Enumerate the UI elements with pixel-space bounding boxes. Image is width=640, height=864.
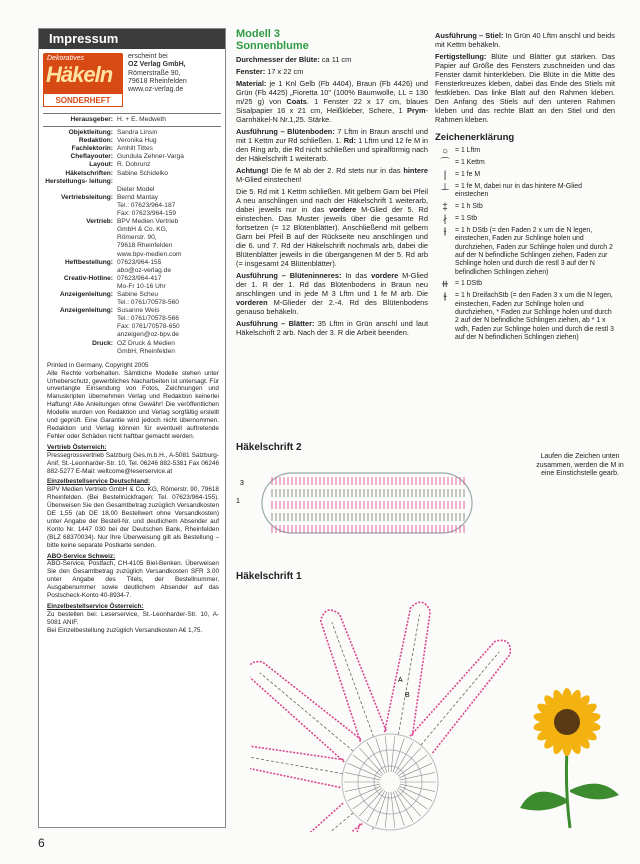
instruction-text: M-Glieder der 2.-4. Rd des Blütenbodens genauso behäkeln. — [236, 298, 428, 316]
instruction-heading: Coats — [286, 97, 307, 106]
page-number: 6 — [38, 836, 45, 850]
instruction-text: 17 x 22 cm — [265, 67, 304, 76]
instruction-heading: Durchmesser der Blüte: — [236, 55, 320, 64]
publisher-line: erscheint bei — [128, 53, 168, 60]
petal-midline — [421, 652, 499, 745]
credits-list — [39, 116, 225, 356]
row-label: 3 — [240, 480, 244, 487]
instruction-text: M-Glied der 5. Rd einstechen. Das Muster jeweils über die gesamte Rd fortsetzen (= 12 Blütenblätter). Anschließend mit gelbem Garn bei Pfeil B auf der Rückseite neu anschlingen und die 6. und 7. Rd der Häkelschrift nochmals arb, dabei die Blütenblätter jeweils in die übergangenen M der 5. Rd arb (= insgesamt 24 Blütenblätter). — [236, 205, 428, 268]
legend-text: = 1 h DStb (= den Faden 2 x um die N legen, einstechen, Faden zur Schlinge holen und durchziehen, Faden zur Schlinge holen und durch 2 auf der N befindliche Schlingen ziehen, Faden zur Schlinge holen und durch die restl 3 auf der N befindlichen Schlingen ziehen) — [455, 226, 613, 276]
credit-label: Herausgeber: — [70, 116, 113, 123]
credit-row — [43, 291, 221, 307]
credit-label: Häkelschriften: — [65, 169, 113, 177]
chart1-title: Häkelschrift 1 — [236, 571, 302, 582]
publisher-line: Römerstraße 90, — [128, 69, 181, 77]
credit-value: 07623/964-155 abo@oz-verlag.de — [117, 258, 171, 274]
order-section — [47, 603, 219, 635]
order-section — [47, 553, 219, 600]
legend-text: = 1 h DreifachStb (= den Faden 3 x um die N legen, einstechen, Faden zur Schlinge holen und durchziehen, * Faden zur Schlinge holen und durch 2 auf der N befindliche Schlingen ziehen, ab * 1 x wdh, Faden zur Schlinge holen und durch die restl 3 auf der N befindlichen Schlingen ziehen) — [455, 292, 614, 342]
legend-text: = 1 Stb — [455, 214, 478, 222]
credit-row — [43, 170, 221, 178]
instruction-text: M-Glied der 1. R der 1. Rd das Blütenbodens in Braun neu anschlingen und in jede M 3 Lftm und 1 fe M arb. Die — [236, 271, 428, 298]
credit-label: Heftbestellung: — [65, 258, 113, 266]
legend-text: = 1 fe M, dabei nur in das hintere M-Glied einstechen — [455, 183, 582, 199]
instruction-heading: Prym — [407, 106, 426, 115]
stitch-symbol-icon: ○ — [441, 146, 449, 157]
petal-chart — [314, 606, 386, 742]
crochet-chart-leaf — [232, 455, 522, 550]
instruction-heading: Ausführung – Blütenboden: — [236, 127, 335, 136]
stem — [566, 750, 570, 828]
credit-label: Anzeigenleitung: — [59, 290, 113, 298]
legend-text: = 1 fe M — [455, 171, 481, 178]
instruction-heading: Fenster: — [236, 67, 266, 76]
credit-value: 07623/964-417 Mo-Fr 10-16 Uhr — [117, 274, 166, 290]
credit-value: R. Dobrunz — [117, 161, 151, 169]
credit-row — [43, 178, 221, 194]
credit-label: Cheflayouter: — [70, 153, 113, 161]
legend-text: = 1 DStb — [455, 280, 483, 288]
instruction-paragraph — [236, 166, 428, 184]
stitch-symbol-icon: ⧺ — [440, 279, 450, 291]
petal-outline — [250, 802, 362, 832]
instruction-text: 1 Lftm und 12 fe M in den Ring arb, die Rd nicht schließen und spiralförmig nach der Häkelschrift 1 weiterarb. — [236, 136, 429, 163]
stitch-symbol-icon: ‡ — [442, 201, 448, 213]
stitch-mark — [353, 788, 382, 809]
legend-text: = 1 h Stb — [455, 202, 483, 210]
stitch-mark — [398, 788, 427, 809]
credit-row — [43, 137, 221, 145]
legend-item — [435, 203, 615, 212]
model-title: Sonnenblume — [236, 40, 309, 52]
divider — [43, 126, 221, 127]
instruction-heading: Ausführung – Blätter: — [236, 319, 315, 328]
legend-item — [435, 147, 615, 156]
pointer-label: A — [398, 677, 403, 684]
credit-label: Creativ-Hotline: — [63, 274, 113, 282]
row-label: 1 — [236, 498, 240, 505]
imprint-box — [38, 28, 226, 828]
credit-row — [43, 161, 221, 169]
legend-item — [435, 171, 615, 180]
publisher-line: www.oz-verlag.de — [128, 86, 184, 94]
instruction-heading: hintere — [403, 166, 428, 175]
credit-value: Amhilt Tittes — [117, 145, 153, 153]
section-heading: ABO-Service Schweiz: — [47, 552, 116, 560]
credit-label: Herstellungs- leitung: — [45, 177, 113, 185]
instruction-text: Die 5. Rd mit 1 Kettm schließen. Mit gelbem Garn bei Pfeil A neu anschlingen und nach der Häkelschrift 1 weiterarb, dabei jeweils nur in das — [236, 187, 428, 214]
instruction-paragraph — [435, 52, 615, 124]
petal-midline — [332, 622, 374, 737]
stitch-mark — [353, 755, 382, 776]
petal-chart — [250, 654, 362, 762]
chart2-stitches — [272, 477, 464, 533]
model-number: Modell 3 — [236, 28, 281, 40]
petal-chart — [314, 822, 386, 832]
logo-row — [39, 49, 225, 111]
section-text: Zu bestellen bei: Leserservice, St.-Leonharder-Str. 10, A-5081 ANIF. Bei Einzelbestellung zuzüglich Versandkosten A€ 1,75. — [47, 610, 219, 634]
credit-value: BPV Medien Vertrieb GmbH & Co. KG, Römerstr. 90, 79618 Rheinfelden www.bpv-medien.com — [117, 218, 182, 258]
section-heading: Vertrieb Österreich: — [47, 443, 107, 451]
credit-label: Vertriebsleitung: — [60, 193, 113, 201]
section-heading: Einzelbestellservice Deutschland: — [47, 478, 150, 486]
legend-item — [435, 280, 615, 289]
leaf-right — [570, 784, 619, 800]
instructions — [236, 55, 428, 337]
petal-midline — [260, 813, 353, 832]
credit-value: Sandra Linsin — [117, 129, 158, 137]
instruction-paragraph — [236, 127, 428, 163]
credit-row — [43, 116, 221, 124]
legend-item — [435, 227, 615, 277]
instruction-text: ca 11 cm — [319, 55, 352, 64]
stitch-symbol-icon: ⫳ — [442, 291, 448, 303]
instruction-heading: Fertigstellung: — [435, 52, 487, 61]
credit-row — [43, 145, 221, 153]
instruction-paragraph — [435, 31, 615, 49]
stitch-symbol-icon: ⊥ — [440, 182, 450, 193]
stitch-mark — [398, 755, 427, 776]
credit-value: Sabine Schidelko — [117, 169, 168, 177]
petal-midline — [398, 615, 419, 735]
order-section — [47, 444, 219, 476]
petal-chart — [410, 633, 518, 754]
publisher-info — [123, 53, 187, 109]
legend-text: = 1 Kettm — [455, 159, 485, 166]
legend-item — [435, 183, 615, 200]
instruction-text: In das — [341, 271, 372, 280]
credit-row — [43, 307, 221, 339]
petal-midline — [250, 752, 343, 773]
logo-top: Dekoratives — [47, 55, 84, 62]
middle-column — [236, 28, 428, 337]
section-text: BPV Medien Vertrieb GmbH & Co. KG, Römerstr. 90, 79618 Rheinfelden. (Bei Bestellrückfragen: Tel. 07623/964-155). Überweisen Sie den Gesamtbetrag zuzüglich Versandkosten DE 1,55 (ab DE 18,00 Bestellwert ohne Versandkosten) unter Angabe der Bestell-Nr. und deutlichem Absender auf Konto Nr. 1447 030 bei der Deutschen Bank, Rheinfelden (BLZ 68370034). Nur Ihre Überweisung gilt als Bestellung – bitte keine separate Postkarte senden. — [47, 486, 219, 549]
credit-value: Susanne Weis Tel.: 0761/70578-566 Fax: 0761/70578-650 anzeigen@oz-bpv.de — [117, 307, 180, 339]
petal-outline — [250, 737, 345, 788]
petal-midline — [260, 673, 353, 751]
instruction-text: Blüte und Blätter gut stärken. Das Papier auf Größe des Fensters zuschneiden und das Fenster damit hinterkleben. Die Blüte in die Mitte des Fensterkreuzes kleben, dabei das Ende des Stiels mit festkleben. Das linke Blatt auf den Rahmen kleben. Den Anfang des Stiels auf den unteren Rahmen kleben und das rechte Blatt an den Stiel und den Rahmen kleben. — [435, 52, 615, 124]
credit-label: Objektleitung: — [68, 129, 113, 137]
order-sections — [39, 444, 225, 635]
instruction-text: M-Glied einstechen! — [236, 175, 302, 184]
legend-item — [435, 215, 615, 224]
instruction-heading: Ausführung – Blüteninneres: — [236, 271, 342, 280]
credit-value: Dieter Model — [117, 185, 155, 193]
instruction-heading: Ausführung – Stiel: — [435, 31, 504, 40]
publisher-line: OZ Verlag GmbH, — [128, 61, 186, 69]
instruction-text: . 1 Fenster 22 x 17 cm, blaues Sisalpapier 16 x 21 cm, Heißkleber, Schere, 1 — [236, 97, 429, 115]
credit-row — [43, 153, 221, 161]
credit-label: Druck: — [92, 339, 113, 347]
legend-item — [435, 292, 615, 342]
symbol-legend — [435, 147, 615, 343]
stitch-symbol-icon: ∤ — [442, 213, 448, 225]
credit-value: Sabine Scheu Tel.: 0761/70578-560 — [117, 290, 179, 307]
instruction-text: 7 Lftm in Braun anschl und mit 1 Kettm zur Rd schließen. 1. — [236, 127, 428, 145]
stitch-symbol-icon: ⫲ — [443, 225, 447, 237]
credit-value: Bernd Mantay Tel.: 07623/964-187 Fax: 07623/964-159 — [117, 193, 177, 218]
legend-item — [435, 159, 615, 168]
instruction-paragraph — [236, 67, 428, 76]
instruction-paragraph — [236, 187, 428, 268]
credit-label: Vertrieb: — [86, 218, 113, 226]
stitch-mark — [348, 786, 381, 801]
credit-label: Fachlektorin: — [71, 145, 113, 153]
legal-text: Printed in Germany, Copyright 2005 Alle Rechte vorbehalten. Sämtliche Modelle stehen unter Urheberschutz, gewerbliches Nacharbeiten ist untersagt. Für unverlangte Einsendung von Fotos, Zeichnungen und Manuskripten übernehmen Verlag und Redaktion keinerlei Haftung! Alle Anleitungen ohne Gewähr! Die veröffentlichen Modelle wurden von Redaktion und Verlag sorgfältig erstellt und geprüft. Eine Garantie wird jedoch nicht übernommen. Redaktion und Verlag können für eventuell auftretende Fehler oder Schäden nicht haftbar gemacht werden. — [47, 361, 219, 440]
instruction-heading: Achtung! — [236, 166, 269, 175]
credit-row — [43, 218, 221, 258]
finishing-instructions — [435, 31, 615, 124]
instruction-paragraph — [236, 79, 428, 124]
chart2-title: Häkelschrift 2 — [236, 442, 302, 453]
petal-chart — [250, 802, 362, 832]
divider — [43, 113, 221, 114]
instruction-text: 35 Lftm in Grün anschl und laut Häkelschrift 2 arb. Nach der 3. R die Arbeit beenden. — [236, 319, 428, 337]
stitch-mark — [348, 763, 381, 778]
petal-outline — [250, 654, 362, 762]
instruction-paragraph — [236, 271, 428, 316]
credit-row — [43, 275, 221, 291]
credit-row — [43, 129, 221, 137]
instruction-heading: vordere — [371, 271, 399, 280]
credit-row — [43, 259, 221, 275]
logo-main: Häkeln — [46, 62, 113, 87]
leaf-left — [520, 792, 568, 811]
stitch-symbol-icon: ⌒ — [440, 158, 450, 169]
credit-label: Redaktion: — [78, 137, 113, 145]
credit-value: Gundula Zehner-Varga — [117, 153, 184, 161]
stitch-symbol-icon: | — [443, 170, 447, 181]
instruction-text: Die fe M ab der 2. Rd stets nur in das — [268, 166, 404, 175]
section-text: ABO-Service, Postfach, CH-4105 Biel-Benken. Überweisen Sie den Gesamtbetrag zuzüglich Versandkosten SFR 3.00 unter Angabe des Titels, der Bestellnummer, Ausgabenummer sowie deutlichem Absender auf das Postscheck-Konto 40-8934-7. — [47, 560, 219, 600]
magazine-logo — [43, 53, 123, 107]
credit-value: H. + E. Medweth — [117, 116, 166, 123]
chart2-outline — [262, 473, 472, 533]
instruction-heading: vorderen — [236, 298, 268, 307]
credit-row — [43, 194, 221, 218]
credit-value: OZ Druck & Medien GmbH, Rheinfelden — [117, 339, 175, 355]
pointer-label: B — [405, 692, 410, 699]
stitch-mark — [399, 763, 432, 778]
petal-outline — [314, 822, 386, 832]
instruction-text: In Grün 40 Lftm anschl und beids mit Kettm behäkeln. — [435, 31, 615, 49]
logo-bottom: SONDERHEFT — [43, 93, 123, 107]
imprint-heading: Impressum — [39, 29, 225, 49]
credit-label: Layout: — [89, 161, 113, 169]
chart-note: Laufen die Zeichen unten zusammen, werden die M in eine Einstichstelle gearb. — [536, 453, 624, 477]
credit-row — [43, 340, 221, 356]
section-text: Pressegrossvertrieb Salzburg Ges.m.b.H., A-5081 Salzburg-Anif, St.-Leonharder-Str. 10, Tel. 06246 882-5381 Fax 06246 882-5277 E-Mail: weltcome@leserservice.at — [47, 451, 219, 475]
section-heading: Einzelbestellservice Österreich: — [47, 603, 144, 610]
stitch-mark — [399, 786, 432, 801]
petal-chart — [250, 737, 345, 788]
sunflower-center — [554, 709, 580, 735]
credit-value: Veronika Hug — [117, 137, 157, 145]
publisher-line: 79618 Rheinfelden — [128, 77, 187, 85]
instruction-paragraph — [236, 319, 428, 337]
instruction-heading: Material: — [236, 79, 267, 88]
order-section — [47, 478, 219, 549]
right-column — [435, 28, 615, 346]
instruction-heading: Rd: — [343, 136, 357, 145]
instruction-paragraph — [236, 55, 428, 64]
legend-title: Zeichenerklärung — [435, 132, 515, 143]
instruction-text: -Garnhäkel-N Nr.1,25. Stärke. — [236, 106, 428, 124]
legend-text: = 1 Lftm — [455, 147, 481, 154]
sunflower-photo — [515, 680, 625, 830]
credit-label: Anzeigenleitung: — [59, 307, 113, 315]
instruction-heading: vordere — [329, 205, 357, 214]
instruction-text: je 1 Knl Gelb (Fb 4404), Braun (Fb 4426) und Grün (Fb 4425) „Fioretta 10" (100% Baumwolle, LL = 130 m/25 g) von — [236, 79, 428, 106]
